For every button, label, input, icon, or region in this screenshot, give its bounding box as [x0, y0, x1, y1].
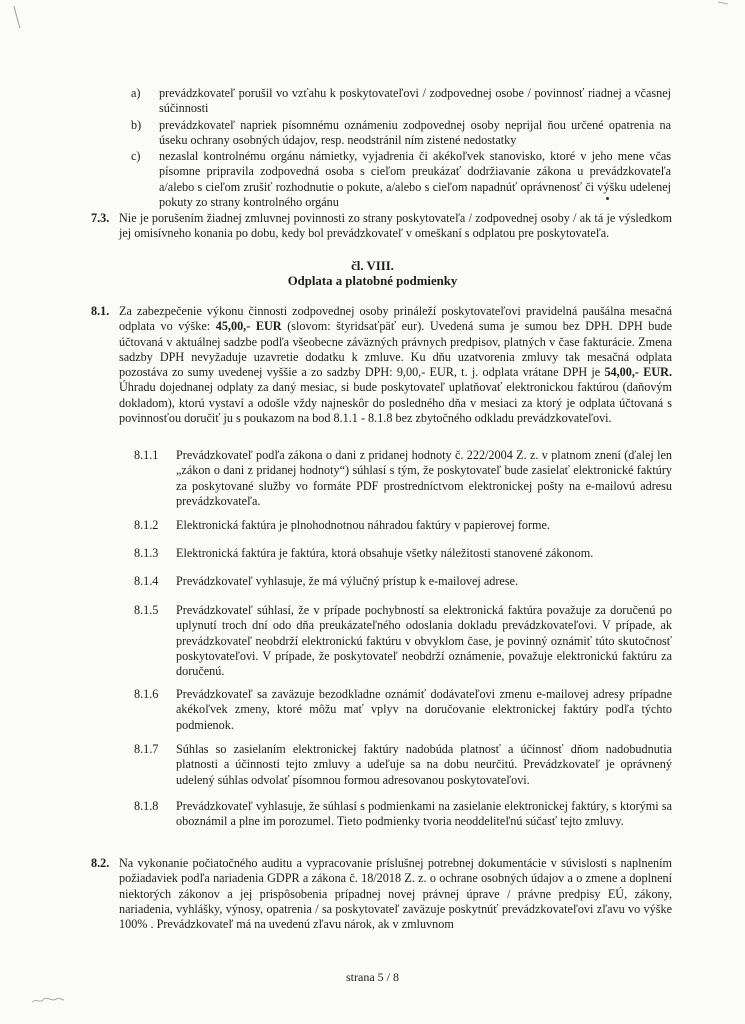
text-part: Úhradu dojednanej odplaty za daný mesiac, si bude poskytovateľ uplatňovať elektronickou faktúrou (daňovým dokladom), ktorú vystaví a odošle vždy najneskôr do posledného dňa v mesiaci za ktorý je odplata účtovaná s povinnosťou doručiť ju s poukazom na bod 8.1.1 - 8.1.8 bez zbytočného odkladu prevádzkovateľovi. [119, 380, 672, 426]
subsection-number: 8.1.3 [134, 546, 159, 560]
scan-artifact-corner [0, 0, 60, 30]
subsection-text: Prevádzkovateľ vyhlasuje, že súhlasí s podmienkami na zasielanie elektronickej faktúry, s ktorými sa oboznámil a plne im porozumel. Tieto podmienky tvoria neoddeliteľnú súčasť tejto zmluvy. [176, 799, 672, 829]
subsection-text: Prevádzkovateľ sa zaväzuje bezodkladne oznámiť dodávateľovi zmenu e-mailovej adresy prípadne akékoľvek zmeny, ktoré môžu mať vplyv na doručovanie elektronickej faktúry podľa týchto podmienok. [176, 687, 672, 732]
amount-bold: 54,00,- EUR. [604, 365, 672, 380]
text-part: Za zabezpečenie výkonu činnosti zodpovednej osoby prináleží poskytovateľovi pravidelná paušálna mesačná odplata vo výške: [119, 304, 672, 334]
subsection-text: Súhlas so zasielaním elektronickej faktúry nadobúda platnosť a účinnosť dňom nadobudnutia platnosti a účinnosti tejto zmluvy a udeľuje sa na dobu neurčitú. Prevádzkovateľ je oprávnený udelený súhlas odvolať písomnou formou adresovanou poskytovateľovi. [176, 742, 672, 787]
article-number: čl. VIII. [351, 259, 394, 273]
list-item-text: prevádzkovateľ napriek písomnému oznámeniu zodpovednej osoby neprijal ňou určené opatrenia na úseku ochrany osobných údajov, resp. neodstránil ním zistené nedostatky [159, 118, 671, 148]
list-label: c) [131, 149, 141, 163]
list-item-text: nezaslal kontrolnému orgánu námietky, vyjadrenia či akékoľvek stanovisko, ktoré v jeho mene včas písomne pripravila zodpovedná osoba s cieľom preukázať dodržiavanie zákona u prevádzkovateľa a/alebo s cieľom zrušiť rozhodnutie o pokute, a/alebo s cieľom napadnúť oprávnenosť či výšku udelenej pokuty zo strany kontrolného orgánu [159, 149, 671, 209]
subsection-number: 8.1.4 [134, 574, 159, 588]
section-number: 7.3. [91, 211, 110, 225]
page-number: strana 5 / 8 [346, 970, 399, 984]
subsection-text: Elektronická faktúra je plnohodnotnou náhradou faktúry v papierovej forme. [176, 518, 550, 532]
text-part: (slovom: štyridsaťpäť eur). Uvedená suma je sumou bez DPH. DPH bude účtovaná v aktuálnej sadzbe podľa všeobecne záväzných právnych predpisov, platných v čase fakturácie. Zmena sadzby DPH nevyžaduje uzavretie dodatku k zmluve. Ku dňu uzatvorenia zmluvy tak mesačná odplata pozostáva zo sumy uvedenej vyššie a zo sadzby DPH: 9,00,- EUR, t. j. odplata vrátane DPH je [119, 319, 672, 380]
subsection-text: Prevádzkovateľ vyhlasuje, že má výlučný prístup k e-mailovej adrese. [176, 574, 519, 588]
list-label: a) [131, 86, 141, 100]
section-text [119, 304, 672, 426]
amount-bold: 45,00,- EUR [215, 319, 282, 334]
subsection-text: Elektronická faktúra je faktúra, ktorá obsahuje všetky náležitosti stanovené zákonom. [176, 546, 594, 560]
section-number: 8.1. [91, 304, 110, 318]
subsection-text: Prevádzkovateľ súhlasí, že v prípade pochybností sa elektronická faktúra považuje za doručenú po uplynutí troch dní odo dňa preukázateľného odoslania dokladu prevádzkovateľovi. V prípade, ak prevádzkovateľ neobdrží elektronickú faktúru v obvyklom čase, je povinný oznámiť túto skutočnosť poskytovateľovi. V prípade, že poskytovateľ neobdrží oznámenie, považuje elektronickú faktúru za doručenú. [176, 603, 672, 679]
subsection-number: 8.1.1 [134, 448, 159, 462]
section-number: 8.2. [91, 856, 110, 870]
article-title: Odplata a platobné podmienky [287, 274, 458, 288]
list-label: b) [131, 118, 142, 132]
section-text: Nie je porušením žiadnej zmluvnej povinnosti zo strany poskytovateľa / zodpovednej osoby / ak tá je výsledkom jej omisívneho konania po dobu, kedy bol prevádzkovateľ v omeškaní s odplatou pre poskytovateľa. [119, 211, 672, 241]
list-item-text: prevádzkovateľ porušil vo vzťahu k poskytovateľovi / zodpovednej osobe / povinnosť riadnej a včasnej súčinnosti [159, 86, 671, 116]
scan-artifact-corner [688, 0, 745, 12]
stray-mark [606, 197, 609, 200]
subsection-number: 8.1.7 [134, 742, 159, 756]
subsection-text: Prevádzkovateľ podľa zákona o dani z pridanej hodnoty č. 222/2004 Z. z. v platnom znení (ďalej len „zákon o dani z pridanej hodnoty“) súhlasí s tým, že poskytovateľ bude zasielať elektronické faktúry za poskytované služby vo formáte PDF prostredníctvom elektronickej pošty na e-mailovú adresu prevádzkovateľa. [176, 448, 672, 508]
subsection-number: 8.1.5 [134, 603, 159, 617]
initials-mark [30, 992, 70, 1008]
section-text: Na vykonanie počiatočného auditu a vypracovanie príslušnej potrebnej dokumentácie v súvislosti s naplnením požiadaviek podľa nariadenia GDPR a zákona č. 18/2018 Z. z. o ochrane osobných údajov a o zmene a doplnení niektorých zákonov a jej prispôsobenia prípadnej novej právnej úprave / právne predpisy EÚ, zákony, nariadenia, vyhlášky, výnosy, opatrenia / sa poskytovateľ zaväzuje poskytnúť prevádzkovateľovi zľavu vo výške 100% . Prevádzkovateľ má na uvedenú zľavu nárok, ak v zmluvnom [119, 856, 672, 932]
subsection-number: 8.1.2 [134, 518, 159, 532]
subsection-number: 8.1.6 [134, 687, 159, 701]
subsection-number: 8.1.8 [134, 799, 159, 813]
